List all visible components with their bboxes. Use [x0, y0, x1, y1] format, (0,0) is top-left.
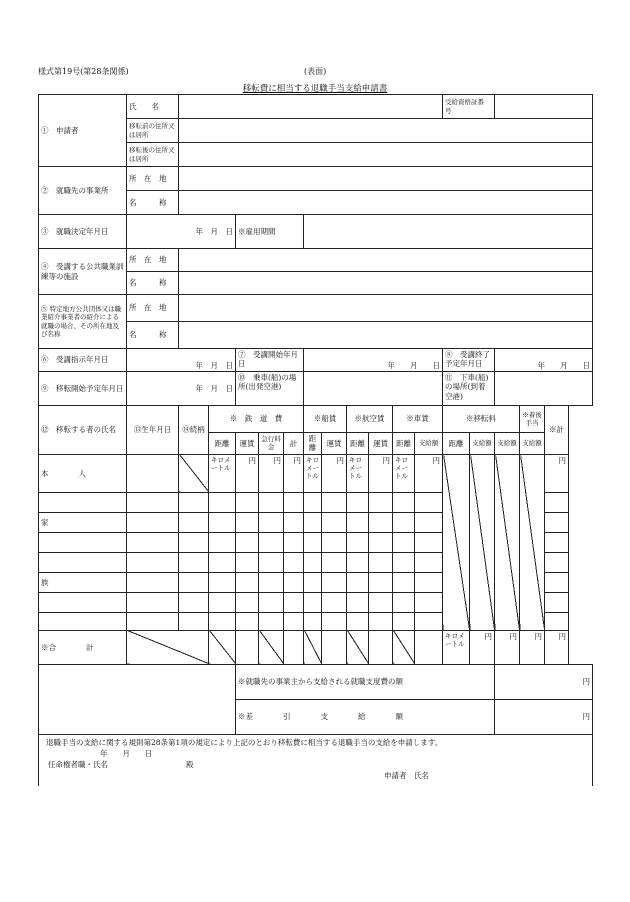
family-cell[interactable]: [284, 512, 304, 532]
grand-total-na: [347, 630, 369, 664]
family-birth-field[interactable]: [127, 532, 179, 552]
family-cell[interactable]: [415, 492, 443, 512]
family-cell[interactable]: [236, 572, 259, 592]
family-row-blank: [39, 552, 127, 572]
family-cell[interactable]: [545, 532, 569, 552]
family-cell[interactable]: [259, 572, 284, 592]
family-cell[interactable]: [347, 572, 369, 592]
grand-total-arrival[interactable]: 円: [520, 630, 545, 664]
grand-total-total[interactable]: 円: [545, 630, 569, 664]
family-birth-field[interactable]: [127, 572, 179, 592]
family-cell[interactable]: [415, 532, 443, 552]
ship-header: ※船賃: [304, 406, 347, 433]
family-cell[interactable]: [369, 592, 393, 612]
family-cell[interactable]: [304, 552, 322, 572]
family-cell[interactable]: [347, 592, 369, 612]
instruct-date-label: ⑥ 受講指示年月日: [39, 349, 127, 372]
statement-date[interactable]: 年 月 日: [100, 749, 153, 758]
grand-total-cell[interactable]: [415, 630, 443, 664]
training-name-label: 名 称: [127, 272, 179, 295]
employer-location-label: 所 在 地: [127, 167, 179, 191]
family-cell[interactable]: [236, 532, 259, 552]
special-location-label: 所 在 地: [127, 295, 179, 322]
birth-header: ⑬生年月日: [127, 406, 179, 455]
family-row-label-2: 族: [39, 572, 127, 592]
rail-sum-header: 計: [284, 433, 304, 455]
grand-total-move-distance[interactable]: キロメートル: [443, 630, 470, 664]
family-cell[interactable]: [393, 612, 415, 630]
family-cell[interactable]: [236, 612, 259, 630]
family-cell[interactable]: [236, 512, 259, 532]
family-cell[interactable]: [322, 512, 347, 532]
family-cell[interactable]: [304, 592, 322, 612]
alight-place-label: ⑪ 下車(船)の場所(到着空港): [443, 372, 495, 406]
family-cell[interactable]: [259, 512, 284, 532]
family-row-blank: [39, 612, 127, 630]
family-cell[interactable]: [259, 612, 284, 630]
family-birth-field[interactable]: [127, 592, 179, 612]
rail-distance-header: 距離: [209, 433, 236, 455]
family-cell[interactable]: [347, 492, 369, 512]
air-fare-header: 運賃: [369, 433, 393, 455]
car-paid-header: 支給額: [415, 433, 443, 455]
family-row-label-1: 家: [39, 512, 127, 532]
rail-express-header: 急行料金: [259, 433, 284, 455]
family-cell[interactable]: [347, 512, 369, 532]
self-row-label: 本 人: [39, 454, 127, 492]
rail-header: ※ 鉄 道 費: [209, 406, 304, 433]
persons-header: ⑫ 移転する者の氏名: [39, 406, 127, 455]
employer-name-field[interactable]: [179, 191, 593, 215]
self-rail-fare[interactable]: 円: [236, 454, 259, 492]
move-start-label: ⑨ 移転開始予定年月日: [39, 372, 127, 406]
family-cell[interactable]: [393, 532, 415, 552]
employment-period-label: ※雇用期間: [236, 215, 304, 249]
family-cell[interactable]: [322, 572, 347, 592]
employment-period-field[interactable]: [304, 215, 593, 249]
end-date-label: ⑧ 受講終了予定年月日: [443, 349, 495, 372]
prev-address-field[interactable]: [179, 119, 593, 143]
family-cell[interactable]: [322, 492, 347, 512]
family-cell[interactable]: [545, 552, 569, 572]
instruct-date-field[interactable]: 年 月 日: [127, 349, 236, 372]
self-total[interactable]: 円: [545, 454, 569, 492]
applicant-section-label: ① 申請者: [39, 95, 127, 167]
family-relation-field[interactable]: [179, 532, 209, 552]
family-cell[interactable]: [284, 532, 304, 552]
relation-header: ⑭続柄: [179, 406, 209, 455]
family-cell[interactable]: [393, 512, 415, 532]
form-title: 移転費に相当する退職手当支給申請書: [242, 84, 388, 94]
move-distance-na: [443, 454, 470, 630]
grand-total-cell[interactable]: [284, 630, 304, 664]
family-cell[interactable]: [259, 552, 284, 572]
family-cell[interactable]: [322, 612, 347, 630]
family-cell[interactable]: [209, 552, 236, 572]
family-cell[interactable]: [545, 492, 569, 512]
diff-amount-label: ※差 引 支 給 額: [236, 699, 495, 734]
family-cell[interactable]: [284, 592, 304, 612]
family-cell[interactable]: [304, 612, 322, 630]
rail-fare-header: 運賃: [236, 433, 259, 455]
family-cell[interactable]: [209, 492, 236, 512]
training-section-label: ④ 受講する公共職業訓練等の施設: [39, 249, 127, 295]
car-header: ※車賃: [393, 406, 443, 433]
form-number: 様式第19号(第28条関係): [38, 67, 129, 76]
form-table: [38, 94, 593, 786]
board-place-field[interactable]: [304, 372, 443, 406]
family-cell[interactable]: [545, 612, 569, 630]
special-name-field[interactable]: [179, 322, 593, 349]
family-cell[interactable]: [545, 592, 569, 612]
family-cell[interactable]: [347, 552, 369, 572]
self-air-distance[interactable]: キロメートル: [347, 454, 369, 492]
special-location-field[interactable]: [179, 295, 593, 322]
family-cell[interactable]: [304, 492, 322, 512]
grand-total-label: ※合 計: [39, 630, 127, 664]
family-cell[interactable]: [284, 572, 304, 592]
air-header: ※航空賃: [347, 406, 393, 433]
family-cell[interactable]: [236, 492, 259, 512]
self-car-paid[interactable]: 円: [415, 454, 443, 492]
dono-label: 殿: [186, 760, 194, 769]
family-row-blank: [39, 592, 127, 612]
grand-total-na: [393, 630, 415, 664]
move-start-field[interactable]: 年 月 日: [127, 372, 236, 406]
family-cell[interactable]: [284, 492, 304, 512]
special-name-label: 名 称: [127, 322, 179, 349]
family-cell[interactable]: [322, 532, 347, 552]
family-cell[interactable]: [322, 592, 347, 612]
self-ship-distance[interactable]: キロメートル: [304, 454, 322, 492]
diff-amount-field[interactable]: 円: [495, 699, 593, 734]
self-relation-na: [179, 454, 209, 492]
family-cell[interactable]: [369, 492, 393, 512]
employer-section-label: ② 就職先の事業所: [39, 167, 127, 215]
statement-text: 退職手当の支給に関する規則第28条第1項の規定により上記のとおり移転費に相当する退職手当の支給を申請します。: [46, 738, 443, 747]
family-row-blank: [39, 492, 127, 512]
authority-label: 任命権者職・氏名: [48, 760, 108, 769]
family-cell[interactable]: [259, 592, 284, 612]
decision-date-field[interactable]: 年 月 日: [127, 215, 236, 249]
move-fee-header: ※移転料: [443, 406, 520, 433]
arrival-paid-header: 支給額: [520, 433, 545, 455]
family-cell[interactable]: [393, 492, 415, 512]
family-cell[interactable]: [209, 532, 236, 552]
training-location-field[interactable]: [179, 249, 593, 272]
post-address-label: 移転後の住所又は居所: [127, 143, 179, 167]
family-cell[interactable]: [209, 612, 236, 630]
family-cell[interactable]: [393, 572, 415, 592]
family-relation-field[interactable]: [179, 572, 209, 592]
family-cell[interactable]: [284, 552, 304, 572]
summary-blank: [39, 664, 236, 734]
prep-cost-label: ※就職先の事業主から支給される就職支度費の額: [236, 664, 495, 699]
name-label: 氏 名: [127, 95, 179, 119]
family-cell[interactable]: [369, 552, 393, 572]
move-paid-header: 支給額: [470, 433, 495, 455]
grand-total-na: [127, 630, 209, 664]
move-paid2-na: [495, 454, 520, 630]
self-rail-distance[interactable]: キロメートル: [209, 454, 236, 492]
family-cell[interactable]: [415, 572, 443, 592]
grand-total-move-paid2[interactable]: 円: [495, 630, 520, 664]
family-birth-field[interactable]: [127, 612, 179, 630]
family-cell[interactable]: [236, 592, 259, 612]
family-cell[interactable]: [236, 552, 259, 572]
family-cell[interactable]: [415, 512, 443, 532]
air-distance-header: 距離: [347, 433, 369, 455]
grand-total-na: [209, 630, 236, 664]
self-air-fare[interactable]: 円: [369, 454, 393, 492]
self-rail-sum[interactable]: 円: [284, 454, 304, 492]
family-cell[interactable]: [209, 512, 236, 532]
family-cell[interactable]: [415, 612, 443, 630]
ship-distance-header: 距離: [304, 433, 322, 455]
family-cell[interactable]: [347, 612, 369, 630]
decision-section-label: ③ 就職決定年月日: [39, 215, 127, 249]
cert-number-field[interactable]: [495, 95, 593, 119]
applicant-signature-label: 申請者 氏名: [384, 771, 429, 780]
family-cell[interactable]: [545, 572, 569, 592]
family-birth-field[interactable]: [127, 512, 179, 532]
family-cell[interactable]: [415, 552, 443, 572]
family-cell[interactable]: [284, 612, 304, 630]
family-cell[interactable]: [209, 572, 236, 592]
grand-total-move-paid[interactable]: 円: [470, 630, 495, 664]
family-cell[interactable]: [369, 612, 393, 630]
self-car-distance[interactable]: キロメートル: [393, 454, 415, 492]
self-birth-field[interactable]: [127, 454, 179, 492]
car-distance-header: 距離: [393, 433, 415, 455]
start-date-field[interactable]: 年 月 日: [304, 349, 443, 372]
move-paid2-header: 支給額: [495, 433, 520, 455]
family-cell[interactable]: [415, 592, 443, 612]
family-cell[interactable]: [322, 552, 347, 572]
post-address-field[interactable]: [179, 143, 593, 167]
special-section-label: ⑤ 特定地方公共団体又は職業紹介事業者の紹介による就職の場合、その所在地及び名称: [39, 295, 127, 349]
grand-total-cell[interactable]: [369, 630, 393, 664]
family-relation-field[interactable]: [179, 512, 209, 532]
family-cell[interactable]: [304, 512, 322, 532]
ship-fare-header: 運賃: [322, 433, 347, 455]
family-relation-field[interactable]: [179, 492, 209, 512]
prep-cost-field[interactable]: 円: [495, 664, 593, 699]
grand-total-cell[interactable]: [322, 630, 347, 664]
family-cell[interactable]: [209, 592, 236, 612]
training-location-label: 所 在 地: [127, 249, 179, 272]
employer-name-label: 名 称: [127, 191, 179, 215]
family-cell[interactable]: [259, 492, 284, 512]
name-field[interactable]: [179, 95, 443, 119]
family-cell[interactable]: [259, 532, 284, 552]
family-cell[interactable]: [304, 532, 322, 552]
family-relation-field[interactable]: [179, 552, 209, 572]
move-paid-na: [470, 454, 495, 630]
arrival-na: [520, 454, 545, 630]
family-cell[interactable]: [304, 572, 322, 592]
grand-total-cell[interactable]: [236, 630, 259, 664]
move-distance-header: 距離: [443, 433, 470, 455]
family-cell[interactable]: [369, 572, 393, 592]
start-date-label: ⑦ 受講開始年月日: [236, 349, 304, 372]
form-side: (表面): [304, 67, 327, 76]
cert-number-label: 受給資格証番 号: [443, 95, 495, 119]
family-birth-field[interactable]: [127, 492, 179, 512]
family-birth-field[interactable]: [127, 552, 179, 572]
family-cell[interactable]: [393, 592, 415, 612]
family-cell[interactable]: [369, 532, 393, 552]
end-date-field[interactable]: 年 月 日: [495, 349, 593, 372]
alight-place-field[interactable]: [495, 372, 593, 406]
self-ship-fare[interactable]: 円: [322, 454, 347, 492]
arrival-header: ※着後手当: [520, 406, 545, 433]
family-cell[interactable]: [545, 512, 569, 532]
board-place-label: ⑩ 乗車(船)の場所(出発空港): [236, 372, 304, 406]
family-cell[interactable]: [393, 552, 415, 572]
grand-total-na: [259, 630, 284, 664]
family-cell[interactable]: [369, 512, 393, 532]
training-name-field[interactable]: [179, 272, 593, 295]
family-relation-field[interactable]: [179, 612, 209, 630]
employer-location-field[interactable]: [179, 167, 593, 191]
family-relation-field[interactable]: [179, 592, 209, 612]
family-row-blank: [39, 532, 127, 552]
prev-address-label: 移転前の住所又は居所: [127, 119, 179, 143]
self-rail-express[interactable]: 円: [259, 454, 284, 492]
family-cell[interactable]: [347, 532, 369, 552]
total-header: ※計: [545, 406, 569, 455]
grand-total-na: [304, 630, 322, 664]
